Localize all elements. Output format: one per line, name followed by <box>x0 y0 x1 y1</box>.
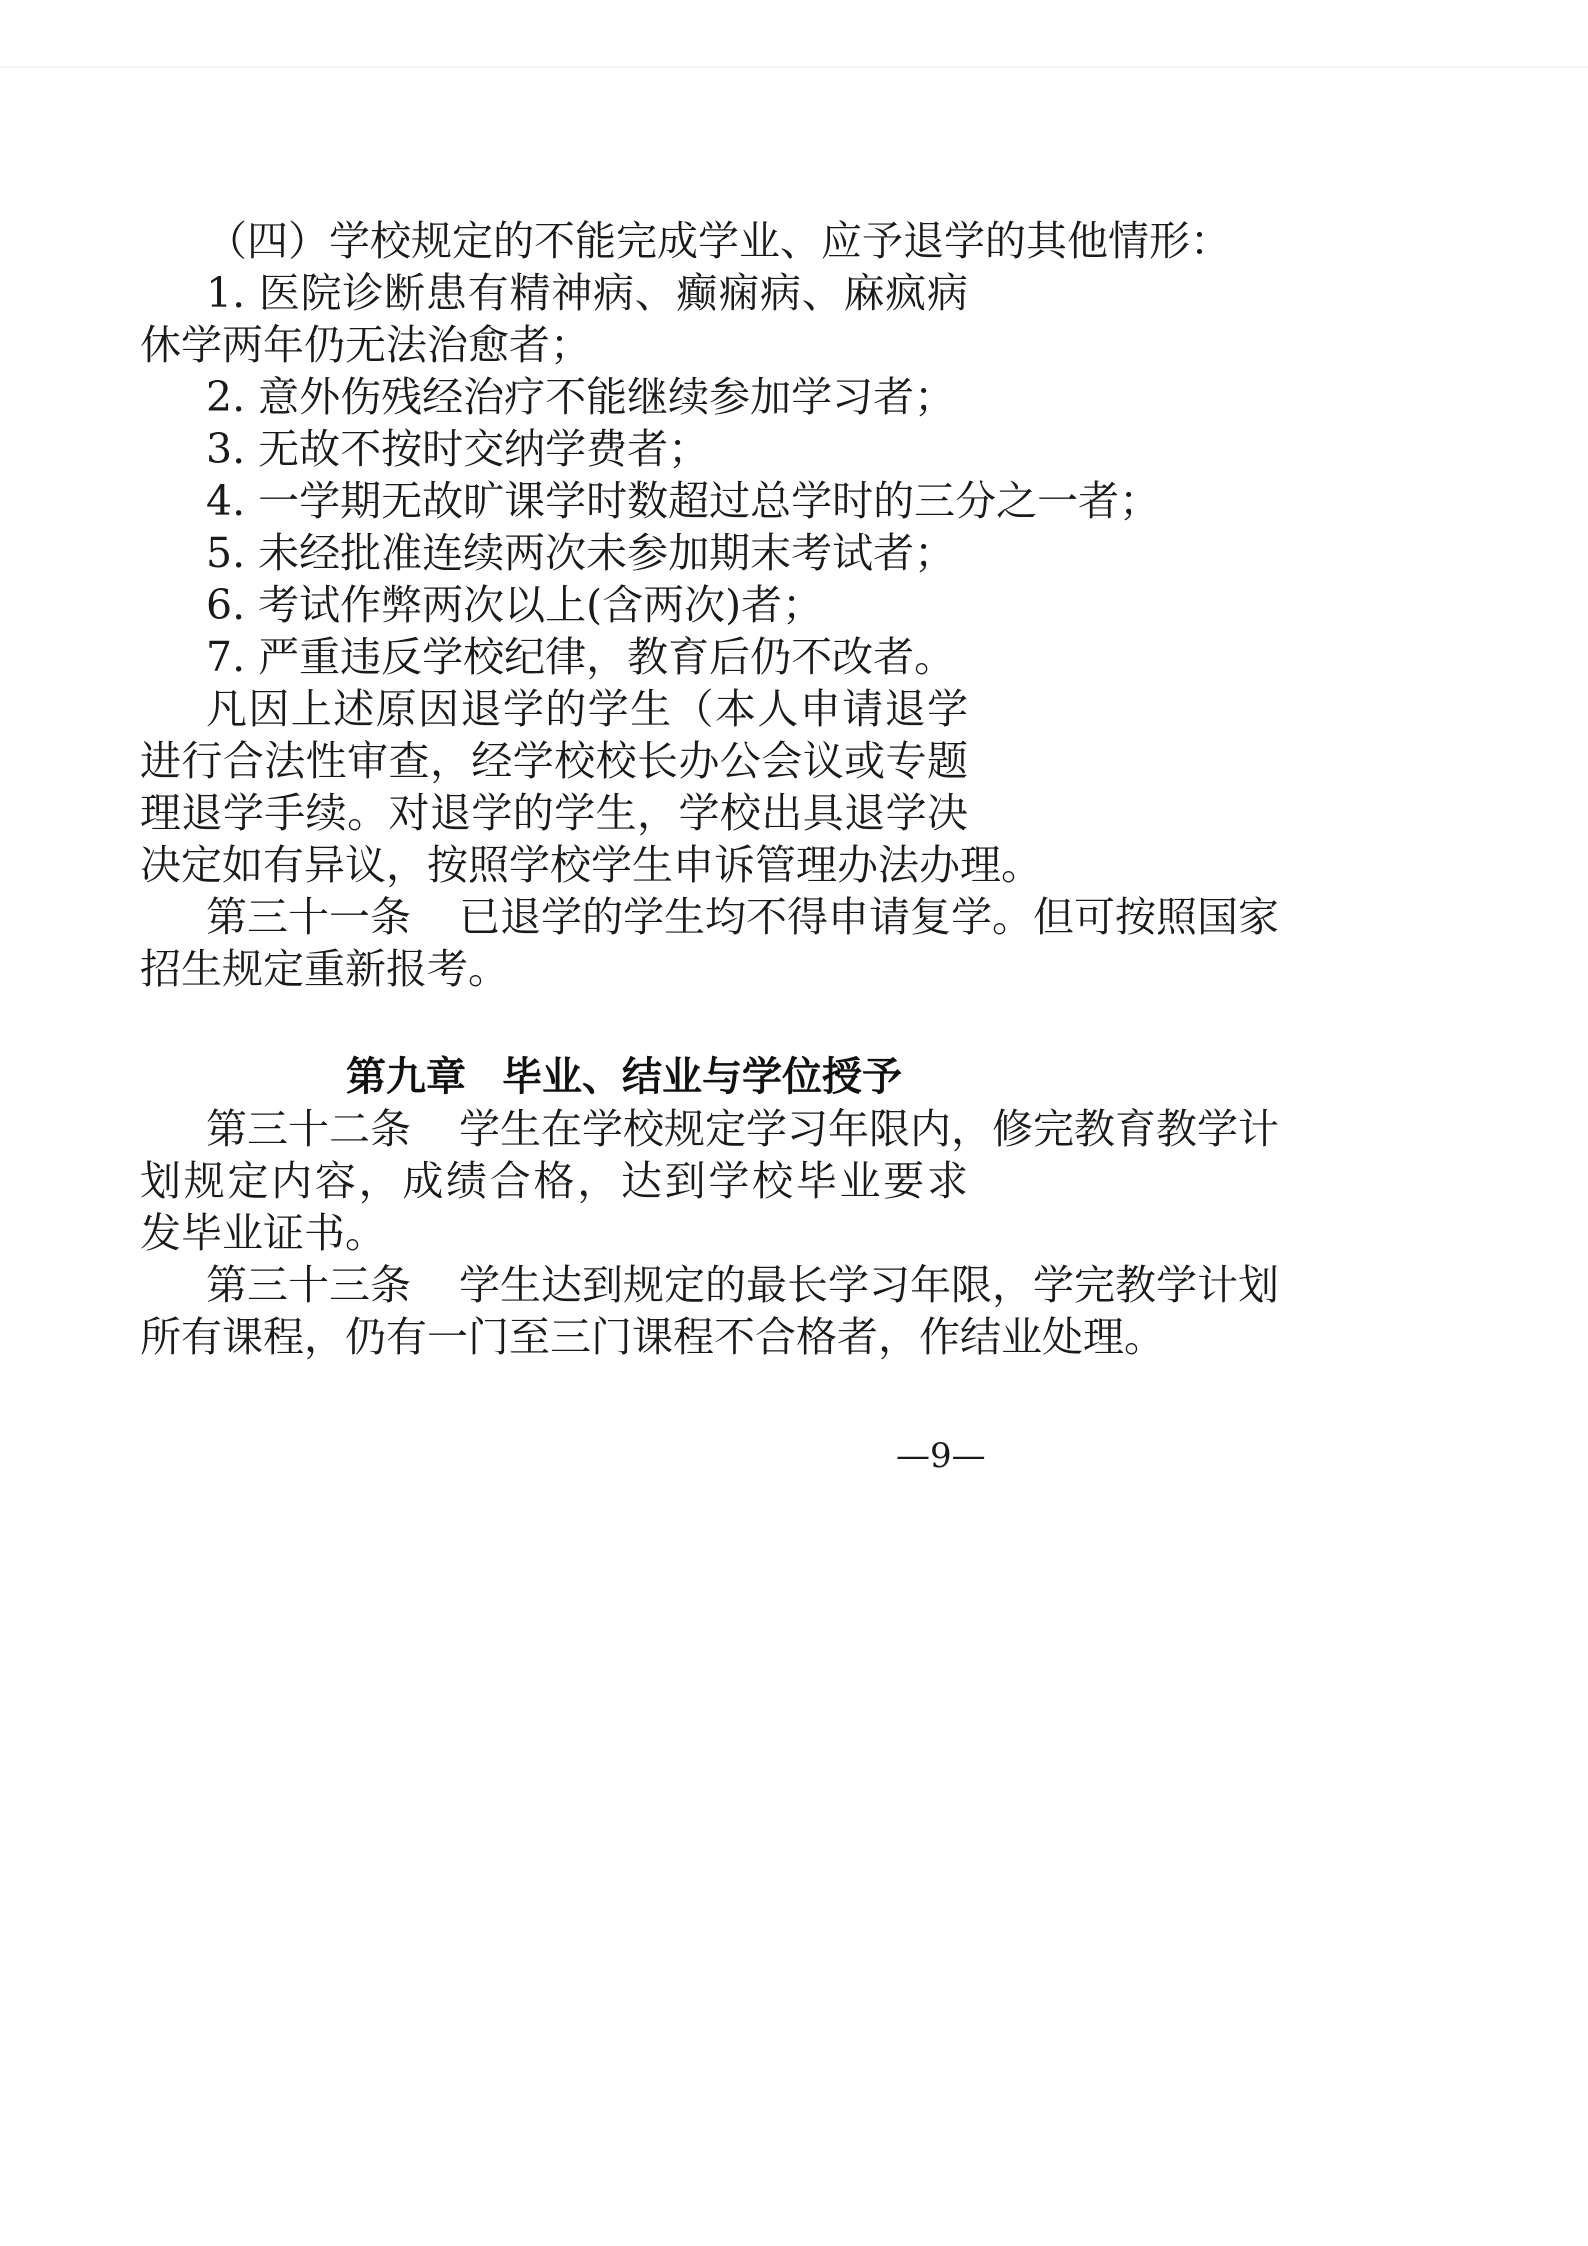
article-paragraph <box>206 1104 1279 1154</box>
text-line: 所有课程，仍有一门至三门课程不合格者，作结业处理。 <box>140 1313 1165 1361</box>
article-number: 第三十三条 <box>206 1261 411 1309</box>
page-number: —9— <box>896 1436 986 1476</box>
article-paragraph <box>206 1260 1279 1310</box>
text-line: 划规定内容，成绩合格，达到学校毕业要求 <box>140 1157 968 1205</box>
chapter-number: 第九章 <box>346 1054 466 1100</box>
text-line: 7. 严重违反学校纪律，教育后仍不改者。 <box>206 633 956 681</box>
text-line: 发毕业证书。 <box>140 1209 386 1257</box>
text-line: 2. 意外伤残经治疗不能继续参加学习者； <box>206 373 956 421</box>
text-line: 决定如有异议，按照学校学生申诉管理办法办理。 <box>140 841 1042 889</box>
text-line: 凡因上述原因退学的学生（本人申请退学 <box>206 685 968 733</box>
chapter-heading <box>346 1052 902 1102</box>
text-line: 4. 一学期无故旷课学时数超过总学时的三分之一者； <box>206 477 1161 525</box>
article-text: 学生在学校规定学习年限内，修完教育教学计 <box>459 1105 1279 1153</box>
text-line: 理退学手续。对退学的学生，学校出具退学决 <box>140 789 968 837</box>
article-text: 学生达到规定的最长学习年限，学完教学计划 <box>459 1261 1279 1309</box>
text-line: （四）学校规定的不能完成学业、应予退学的其他情形： <box>206 217 1231 265</box>
article-number: 第三十二条 <box>206 1105 411 1153</box>
text-line: 休学两年仍无法治愈者； <box>140 321 591 369</box>
text-line: 6. 考试作弊两次以上(含两次)者； <box>206 581 824 629</box>
article-text: 已退学的学生均不得申请复学。但可按照国家 <box>459 893 1279 941</box>
text-line: 5. 未经批准连续两次未参加期末考试者； <box>206 529 956 577</box>
chapter-title: 毕业、结业与学位授予 <box>502 1054 902 1100</box>
text-line: 1. 医院诊断患有精神病、癫痫病、麻疯病 <box>206 269 968 317</box>
article-number: 第三十一条 <box>206 893 411 941</box>
text-line: 招生规定重新报考。 <box>140 945 509 993</box>
text-line: 3. 无故不按时交纳学费者； <box>206 425 710 473</box>
text-line: 进行合法性审查，经学校校长办公会议或专题 <box>140 737 968 785</box>
scan-edge-line <box>0 66 1588 68</box>
article-paragraph <box>206 892 1279 942</box>
